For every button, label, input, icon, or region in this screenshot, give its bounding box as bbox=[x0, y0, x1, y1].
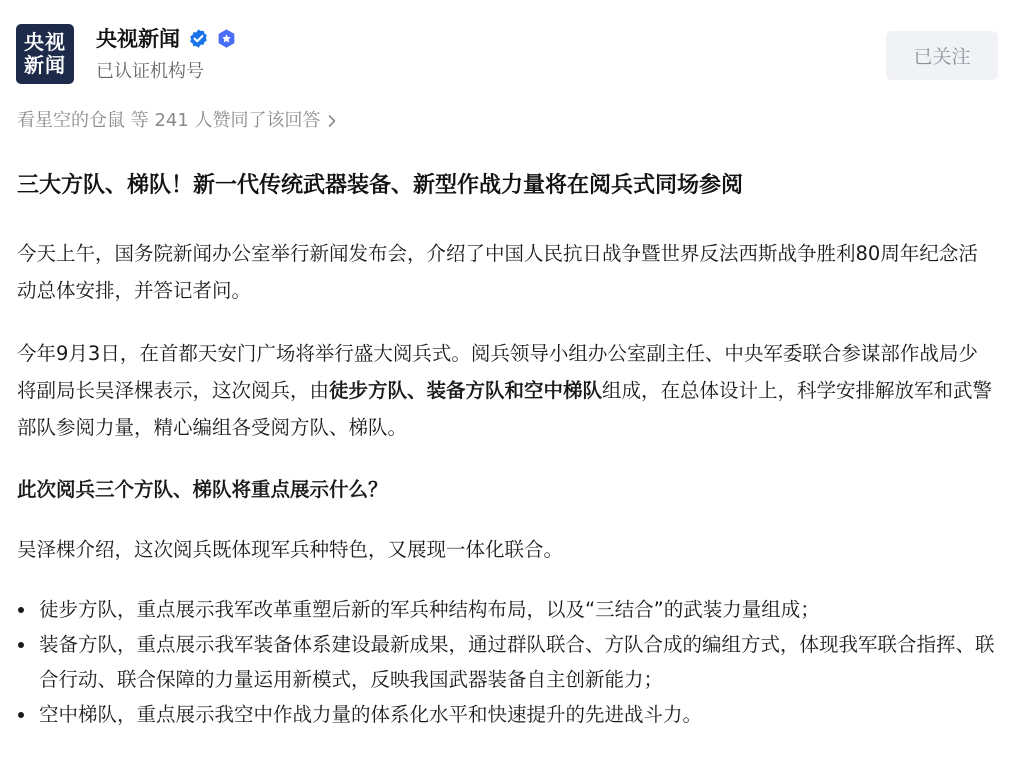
author-name[interactable]: 央视新闻 bbox=[96, 27, 180, 51]
list-item bbox=[17, 697, 995, 732]
chevron-right-icon bbox=[327, 112, 337, 126]
author-name-row bbox=[96, 24, 237, 52]
likes-summary[interactable] bbox=[17, 106, 337, 132]
author-description: 已认证机构号 bbox=[96, 61, 204, 82]
article-content bbox=[17, 160, 995, 732]
bullet-dot bbox=[18, 607, 24, 613]
paragraph-text: 今年9月3日，在首都天安门广场将举行盛大阅兵式。阅兵领导小组办公室副主任、中央军委联合参谋部作战局少将副局长吴泽棵表示，这次阅兵，由 bbox=[17, 342, 978, 402]
list-item-text: 空中梯队，重点展示我空中作战力量的体系化水平和快速提升的先进战斗力。 bbox=[39, 703, 703, 726]
bullet-dot bbox=[18, 642, 24, 648]
author-header bbox=[16, 24, 998, 84]
bullet-dot bbox=[18, 712, 24, 718]
avatar[interactable] bbox=[16, 24, 74, 84]
list-item-text: 徒步方队，重点展示我军改革重塑后新的军兵种结构布局，以及“三结合”的武装力量组成； bbox=[39, 598, 820, 621]
likes-text: 看星空的仓鼠 等 241 人赞同了该回答 bbox=[17, 110, 321, 131]
follow-button[interactable]: 已关注 bbox=[886, 31, 998, 80]
verified-badge-icon bbox=[188, 28, 209, 49]
list-item-text: 装备方队，重点展示我军装备体系建设最新成果，通过群队联合、方队合成的编组方式，体现我军联合指挥、联合行动、联合保障的力量运用新模式，反映我国武器装备自主创新能力； bbox=[39, 633, 995, 691]
bullet-list bbox=[17, 592, 995, 732]
paragraph-text: 组成，在总体设计上，科学安排解放军和武警部队参阅力量，精心编组各受阅方队、梯队。 bbox=[17, 379, 993, 439]
paragraph-intro: 今天上午，国务院新闻办公室举行新闻发布会，介绍了中国人民抗日战争暨世界反法西斯战争胜利80周年纪念活动总体安排，并答记者问。 bbox=[17, 242, 978, 302]
article-title: 三大方队、梯队！新一代传统武器装备、新型作战力量将在阅兵式同场参阅 bbox=[17, 173, 744, 198]
org-badge-icon bbox=[216, 28, 237, 49]
paragraph-summary: 吴泽棵介绍，这次阅兵既体现军兵种特色，又展现一体化联合。 bbox=[17, 538, 564, 561]
section-subheading: 此次阅兵三个方队、梯队将重点展示什么？ bbox=[17, 478, 388, 501]
avatar-text-bottom: 新闻 bbox=[24, 53, 66, 77]
list-item bbox=[17, 627, 995, 697]
bold-highlight: 徒步方队、装备方队和空中梯队 bbox=[329, 379, 603, 402]
avatar-text-top: 央视 bbox=[24, 30, 66, 54]
paragraph-parade-composition bbox=[17, 335, 995, 446]
list-item bbox=[17, 592, 995, 627]
